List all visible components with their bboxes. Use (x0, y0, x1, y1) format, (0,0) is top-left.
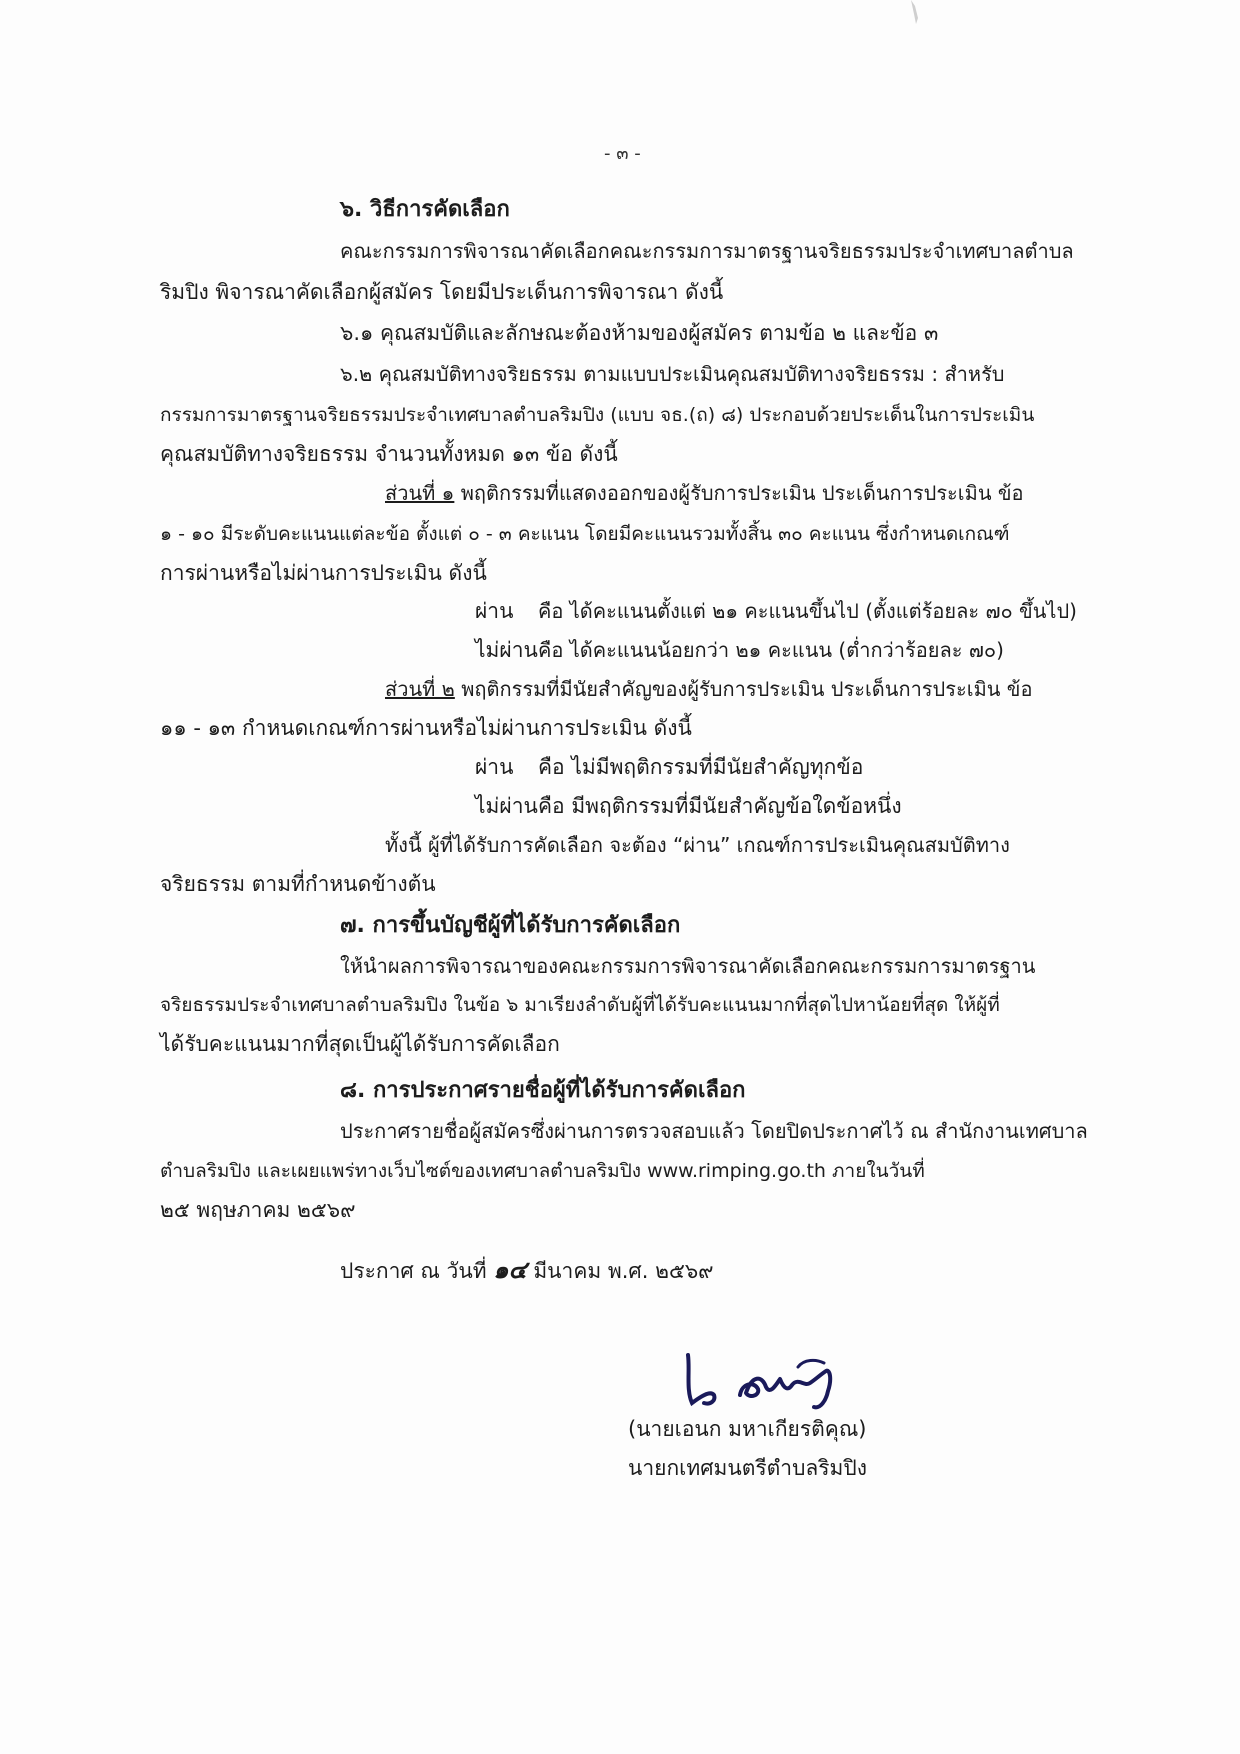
section6-heading: ๖. วิธีการคัดเลือก (340, 197, 510, 222)
item-6-2-line1: ๖.๒ คุณสมบัติทางจริยธรรม ตามแบบประเมินคุณสมบัติทางจริยธรรม : สำหรับ (340, 362, 1005, 386)
section6-intro-line2: ริมปิง พิจารณาคัดเลือกผู้สมัคร โดยมีประเด็นการพิจารณา ดังนี้ (160, 280, 724, 304)
section7-line2: จริยธรรมประจำเทศบาลตำบลริมปิง ในข้อ ๖ มาเรียงลำดับผู้ที่ได้รับคะแนนมากที่สุดไปหาน้อยที่สุด ให้ผู้ที่ (160, 994, 1000, 1016)
part2-pass-label: ผ่าน (475, 755, 514, 779)
announcement-day: ๑๔ (493, 1255, 527, 1284)
section8-heading: ๘. การประกาศรายชื่อผู้ที่ได้รับการคัดเลือก (340, 1078, 746, 1103)
conclusion-line1: ทั้งนี้ ผู้ที่ได้รับการคัดเลือก จะต้อง “ผ่าน” เกณฑ์การประเมินคุณสมบัติทาง (385, 833, 1010, 857)
signatory-name: (นายเอนก มหาเกียรติคุณ) (628, 1417, 867, 1441)
conclusion-line2: จริยธรรม ตามที่กำหนดข้างต้น (160, 872, 436, 896)
part2-fail-label: ไม่ผ่าน (475, 794, 538, 818)
part2-fail-text: คือ มีพฤติกรรมที่มีนัยสำคัญข้อใดข้อหนึ่ง (538, 794, 902, 818)
part1-line2: ๑ - ๑๐ มีระดับคะแนนแต่ละข้อ ตั้งแต่ ๐ - ๓ คะแนน โดยมีคะแนนรวมทั้งสิ้น ๓๐ คะแนน ซึ่งกำหนดเกณฑ์ (160, 523, 1010, 545)
part1-fail-label: ไม่ผ่าน (475, 638, 538, 662)
item-6-1: ๖.๑ คุณสมบัติและลักษณะต้องห้ามของผู้สมัคร ตามข้อ ๒ และข้อ ๓ (340, 321, 939, 345)
section7-line1: ให้นำผลการพิจารณาของคณะกรรมการพิจารณาคัดเลือกคณะกรรมการมาตรฐาน (340, 954, 1036, 978)
announcement-suffix: มีนาคม พ.ศ. ๒๕๖๙ (533, 1259, 714, 1283)
section7-heading: ๗. การขึ้นบัญชีผู้ที่ได้รับการคัดเลือก (340, 913, 681, 938)
section8-line3: ๒๕ พฤษภาคม ๒๕๖๙ (160, 1198, 356, 1222)
part1-line1 (385, 479, 1024, 507)
part2-pass-text: คือ ไม่มีพฤติกรรมที่มีนัยสำคัญทุกข้อ (538, 755, 864, 779)
part1-text: พฤติกรรมที่แสดงออกของผู้รับการประเมิน ประเด็นการประเมิน ข้อ (460, 481, 1024, 505)
page-number: - ๓ - (604, 143, 641, 164)
item-6-2-line3: คุณสมบัติทางจริยธรรม จำนวนทั้งหมด ๑๓ ข้อ ดังนี้ (160, 442, 618, 466)
section6-intro-line1: คณะกรรมการพิจารณาคัดเลือกคณะกรรมการมาตรฐานจริยธรรมประจำเทศบาลตำบล (340, 239, 1074, 263)
item-6-2-line2: กรรมการมาตรฐานจริยธรรมประจำเทศบาลตำบลริมปิง (แบบ จธ.(ถ) ๘) ประกอบด้วยประเด็นในการประเมิน (160, 404, 1035, 426)
part1-fail-text: คือ ได้คะแนนน้อยกว่า ๒๑ คะแนน (ต่ำกว่าร้อยละ ๗๐) (538, 638, 1004, 662)
signature-scribble (680, 1345, 860, 1415)
part1-pass-text: คือ ได้คะแนนตั้งแต่ ๒๑ คะแนนขึ้นไป (ตั้งแต่ร้อยละ ๗๐ ขึ้นไป) (538, 599, 1077, 623)
announcement-prefix: ประกาศ ณ วันที่ (340, 1259, 487, 1283)
section7-line3: ได้รับคะแนนมากที่สุดเป็นผู้ได้รับการคัดเลือก (160, 1032, 560, 1056)
scan-artifact-mark (905, 0, 923, 28)
part1-label: ส่วนที่ ๑ (385, 481, 455, 505)
section8-line2: ตำบลริมปิง และเผยแพร่ทางเว็บไซต์ของเทศบาลตำบลริมปิง www.rimping.go.th ภายในวันที่ (160, 1160, 925, 1182)
part2-label: ส่วนที่ ๒ (385, 677, 455, 701)
part2-line1 (385, 675, 1032, 703)
part2-line2: ๑๑ - ๑๓ กำหนดเกณฑ์การผ่านหรือไม่ผ่านการประเมิน ดังนี้ (160, 716, 692, 740)
part1-pass-label: ผ่าน (475, 599, 514, 623)
section8-line1: ประกาศรายชื่อผู้สมัครซึ่งผ่านการตรวจสอบแล้ว โดยปิดประกาศไว้ ณ สำนักงานเทศบาล (340, 1119, 1088, 1143)
part2-text: พฤติกรรมที่มีนัยสำคัญของผู้รับการประเมิน ประเด็นการประเมิน ข้อ (461, 677, 1033, 701)
signatory-position: นายกเทศมนตรีตำบลริมปิง (628, 1456, 867, 1480)
announcement-date (340, 1256, 714, 1285)
part1-line3: การผ่านหรือไม่ผ่านการประเมิน ดังนี้ (160, 561, 487, 585)
